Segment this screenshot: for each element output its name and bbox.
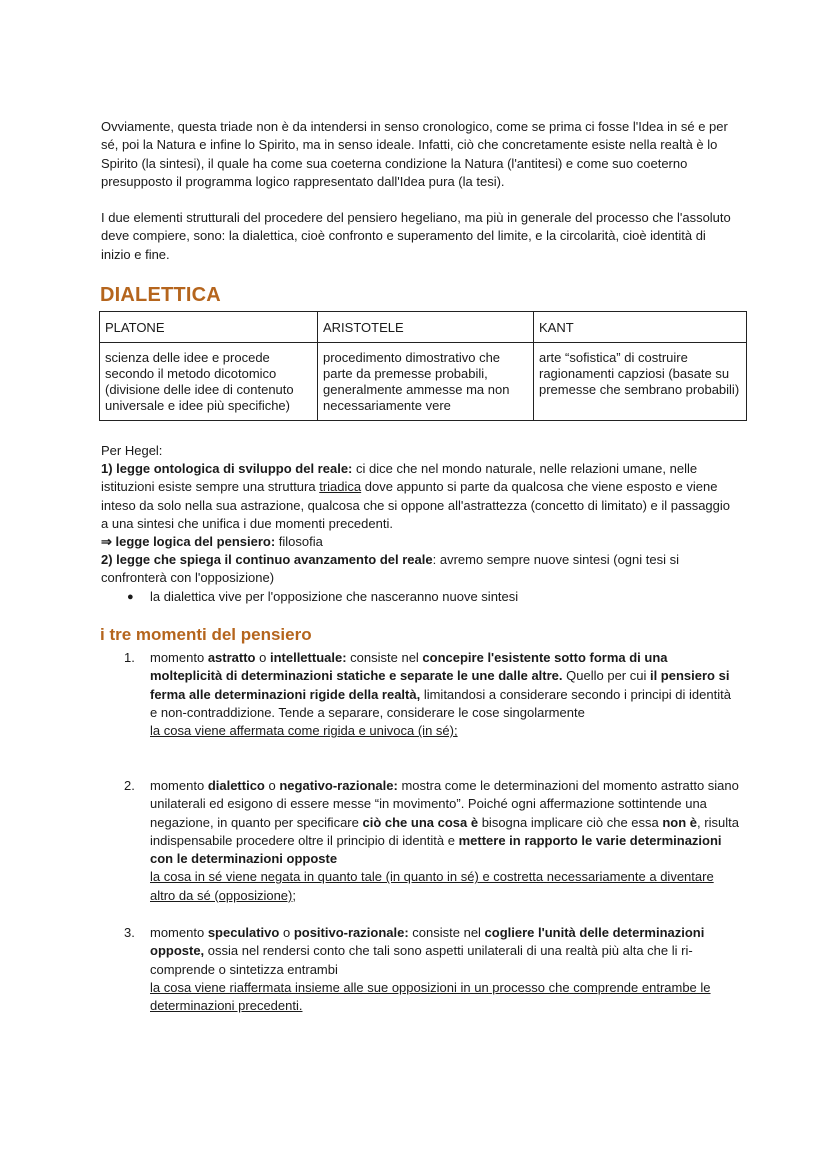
m2-b5: mettere in rapporto le varie determinazioni con le determinazioni opposte [150, 832, 722, 867]
table-header-kant: KANT [534, 312, 747, 343]
m3-c: o [279, 925, 294, 940]
m3-underlined: la cosa viene riaffermata insieme alle sue opposizioni in un processo che comprende entrambe le determinazioni precedenti. [150, 979, 711, 1014]
moment-3-text [150, 924, 740, 1015]
m1-e: Quello per cui [562, 668, 650, 684]
hegel-law-logic-text: filosofia [275, 534, 323, 549]
m1-b2: intellettuale: [269, 650, 347, 665]
m2-d: mostra come le determinazioni del momento astratto siano unilaterali ed esigono di essere messe “in movimento”. Poiché ogni affermazione sottintende una negazione, in quanto per specificare [150, 778, 739, 830]
m1-b1: astratto [207, 650, 256, 665]
table-cell-kant: arte “sofistica” di costruire ragionamenti capziosi (basate su premesse che sembrano probabili) [534, 343, 747, 421]
dialettica-heading: DIALETTICA [100, 284, 221, 306]
m1-f: limitandosi a considerare secondo i principi di identità e non-contraddizione. Tende a separare, considerare le cose singolarmente [150, 686, 731, 720]
hegel-law-1-text-b: dove appunto si parte da qualcosa che viene esposto e viene inteso da solo nella sua astrazione, qualcosa che si oppone all'astrattezza (concetto di limitato) e il passaggio a una sintesi che unifica i due momenti precedenti. [101, 479, 731, 531]
m1-underlined: la cosa viene affermata come rigida e univoca (in sé); [150, 723, 458, 739]
hegel-intro: Per Hegel: [101, 443, 163, 458]
dialettica-table [99, 311, 747, 421]
m2-f: , risulta indispensabile procedere oltre il principio di identità e [150, 814, 739, 848]
moment-1-number: 1. [124, 650, 135, 665]
m3-b1: speculativo [207, 925, 280, 940]
intro-paragraph-1: Ovviamente, questa triade non è da intendersi in senso cronologico, come se prima ci fosse l'Idea in sé e per sé, poi la Natura e infine lo Spirito, ma in senso ideale. Infatti, ciò che concretamente esiste nella realtà è lo Spirito (la sintesi), il quale ha come sua coeterna condizione la Natura (l'antitesi) e come suo coeterno presupposto il programma logico rappresentato dall'Idea pura (la tesi). [101, 119, 728, 189]
m2-underlined: la cosa in sé viene negata in quanto tale (in quanto in sé) e costretta necessariamente a diventare altro da sé (opposizione); [150, 869, 714, 903]
table-header-platone: PLATONE [100, 312, 318, 343]
hegel-law-logic [101, 533, 731, 551]
moment-2-text [150, 777, 740, 905]
m3-d: consiste nel [408, 925, 485, 940]
m2-b1: dialettico [207, 778, 265, 793]
hegel-law-1-text-a: ci dice che nel mondo naturale, nelle relazioni umane, nelle istituzioni esiste sempre una struttura [101, 461, 698, 495]
intro-paragraph-2: I due elementi strutturali del procedere del pensiero hegeliano, ma più in generale del processo che l'assoluto deve compiere, sono: la dialettica, cioè confronto e superamento del limite, e la circolarità, cioè identità di inizio e fine. [101, 210, 731, 262]
table-row [100, 343, 747, 421]
m1-b4: il pensiero si ferma alle determinazioni rigide della realtà, [150, 668, 730, 702]
hegel-law-2 [101, 551, 731, 588]
m2-c: o [264, 778, 280, 793]
hegel-bullet-item: la dialettica vive per l'opposizione che nasceranno nuove sintesi [150, 589, 519, 604]
momenti-heading: i tre momenti del pensiero [100, 625, 312, 644]
m1-d: consiste nel [346, 650, 423, 665]
m1-c: o [255, 650, 270, 665]
hegel-law-2-text: : avremo sempre nuove sintesi (ogni tesi si confronterà con l'opposizione) [101, 552, 679, 586]
moment-2-number: 2. [124, 778, 135, 793]
hegel-law-1 [101, 460, 731, 533]
moment-3-number: 3. [124, 925, 135, 940]
m2-b3: ciò che una cosa è [362, 814, 479, 830]
m1-b3: concepire l'esistente sotto forma di una molteplicità di determinazioni statiche e separate le une dalle altre. [150, 650, 668, 684]
hegel-law-logic-title: ⇒ legge logica del pensiero: [101, 534, 276, 549]
m2-b4: non è [662, 814, 698, 830]
moment-1-text [150, 649, 740, 740]
m3-a: momento [150, 925, 208, 940]
table-cell-aristotele: procedimento dimostrativo che parte da premesse probabili, generalmente ammesse ma non necessariamente vere [318, 343, 534, 421]
m3-b2: positivo-razionale: [293, 925, 409, 940]
table-cell-platone: scienza delle idee e procede secondo il metodo dicotomico (divisione delle idee di contenuto universale e idee più specifiche) [100, 343, 318, 421]
hegel-law-2-title: 2) legge che spiega il continuo avanzamento del reale [101, 552, 433, 567]
table-header-row [100, 312, 747, 343]
hegel-law-1-underlined: triadica [319, 479, 362, 495]
hegel-law-1-title: 1) legge ontologica di sviluppo del reale: [101, 461, 353, 476]
bullet-dot-icon: ● [127, 591, 134, 603]
m2-b2: negativo-razionale: [279, 778, 398, 793]
table-header-aristotele: ARISTOTELE [318, 312, 534, 343]
m1-a: momento [150, 650, 208, 665]
m3-e: ossia nel rendersi conto che tali sono aspetti unilaterali di una realtà più alta che li ri-comprende o sintetizza entrambi [150, 943, 693, 977]
m2-a: momento [150, 778, 208, 793]
m3-b3: cogliere l'unità delle determinazioni opposte, [150, 925, 705, 959]
m2-e: bisogna implicare ciò che essa [478, 814, 663, 830]
